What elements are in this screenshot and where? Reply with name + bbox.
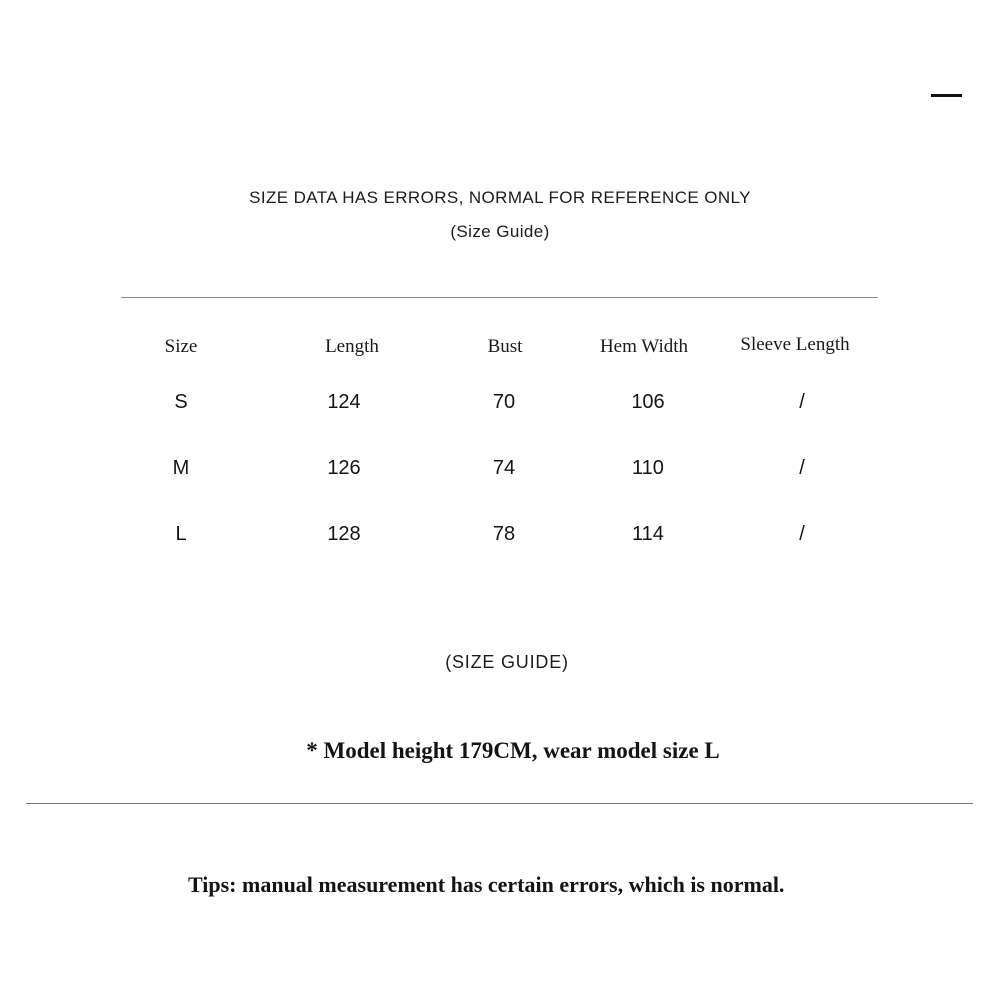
size-guide-subtitle: (Size Guide): [450, 222, 550, 241]
column-header-length: Length: [325, 336, 379, 357]
sleeve-length-cell: /: [799, 457, 805, 479]
minus-icon: [931, 94, 962, 97]
size-cell: S: [174, 391, 188, 413]
size-notice-heading: SIZE DATA HAS ERRORS, NORMAL FOR REFERENCE ONLY: [249, 188, 751, 207]
length-cell: 126: [327, 457, 361, 479]
measurement-tips: Tips: manual measurement has certain errors, which is normal.: [188, 872, 785, 897]
model-size-note: * Model height 179CM, wear model size L: [306, 738, 720, 763]
bust-cell: 74: [492, 457, 516, 479]
column-header-hem-width: Hem Width: [599, 336, 689, 357]
size-cell: L: [175, 523, 187, 545]
hem-width-cell: 114: [632, 523, 664, 545]
column-header-size: Size: [164, 336, 198, 357]
size-guide-label: (SIZE GUIDE): [445, 652, 569, 672]
bust-cell: 70: [492, 391, 516, 413]
sleeve-length-cell: /: [799, 523, 805, 545]
length-cell: 128: [327, 523, 361, 545]
hem-width-cell: 110: [632, 457, 664, 479]
bust-cell: 78: [492, 523, 516, 545]
footer-divider: [26, 803, 973, 804]
hem-width-cell: 106: [631, 391, 665, 413]
sleeve-length-cell: /: [799, 391, 805, 413]
length-cell: 124: [327, 391, 361, 413]
column-header-sleeve-length: Sleeve Length: [740, 334, 850, 355]
column-header-bust: Bust: [487, 336, 523, 357]
table-top-divider: [121, 297, 878, 298]
size-cell: M: [172, 457, 190, 479]
